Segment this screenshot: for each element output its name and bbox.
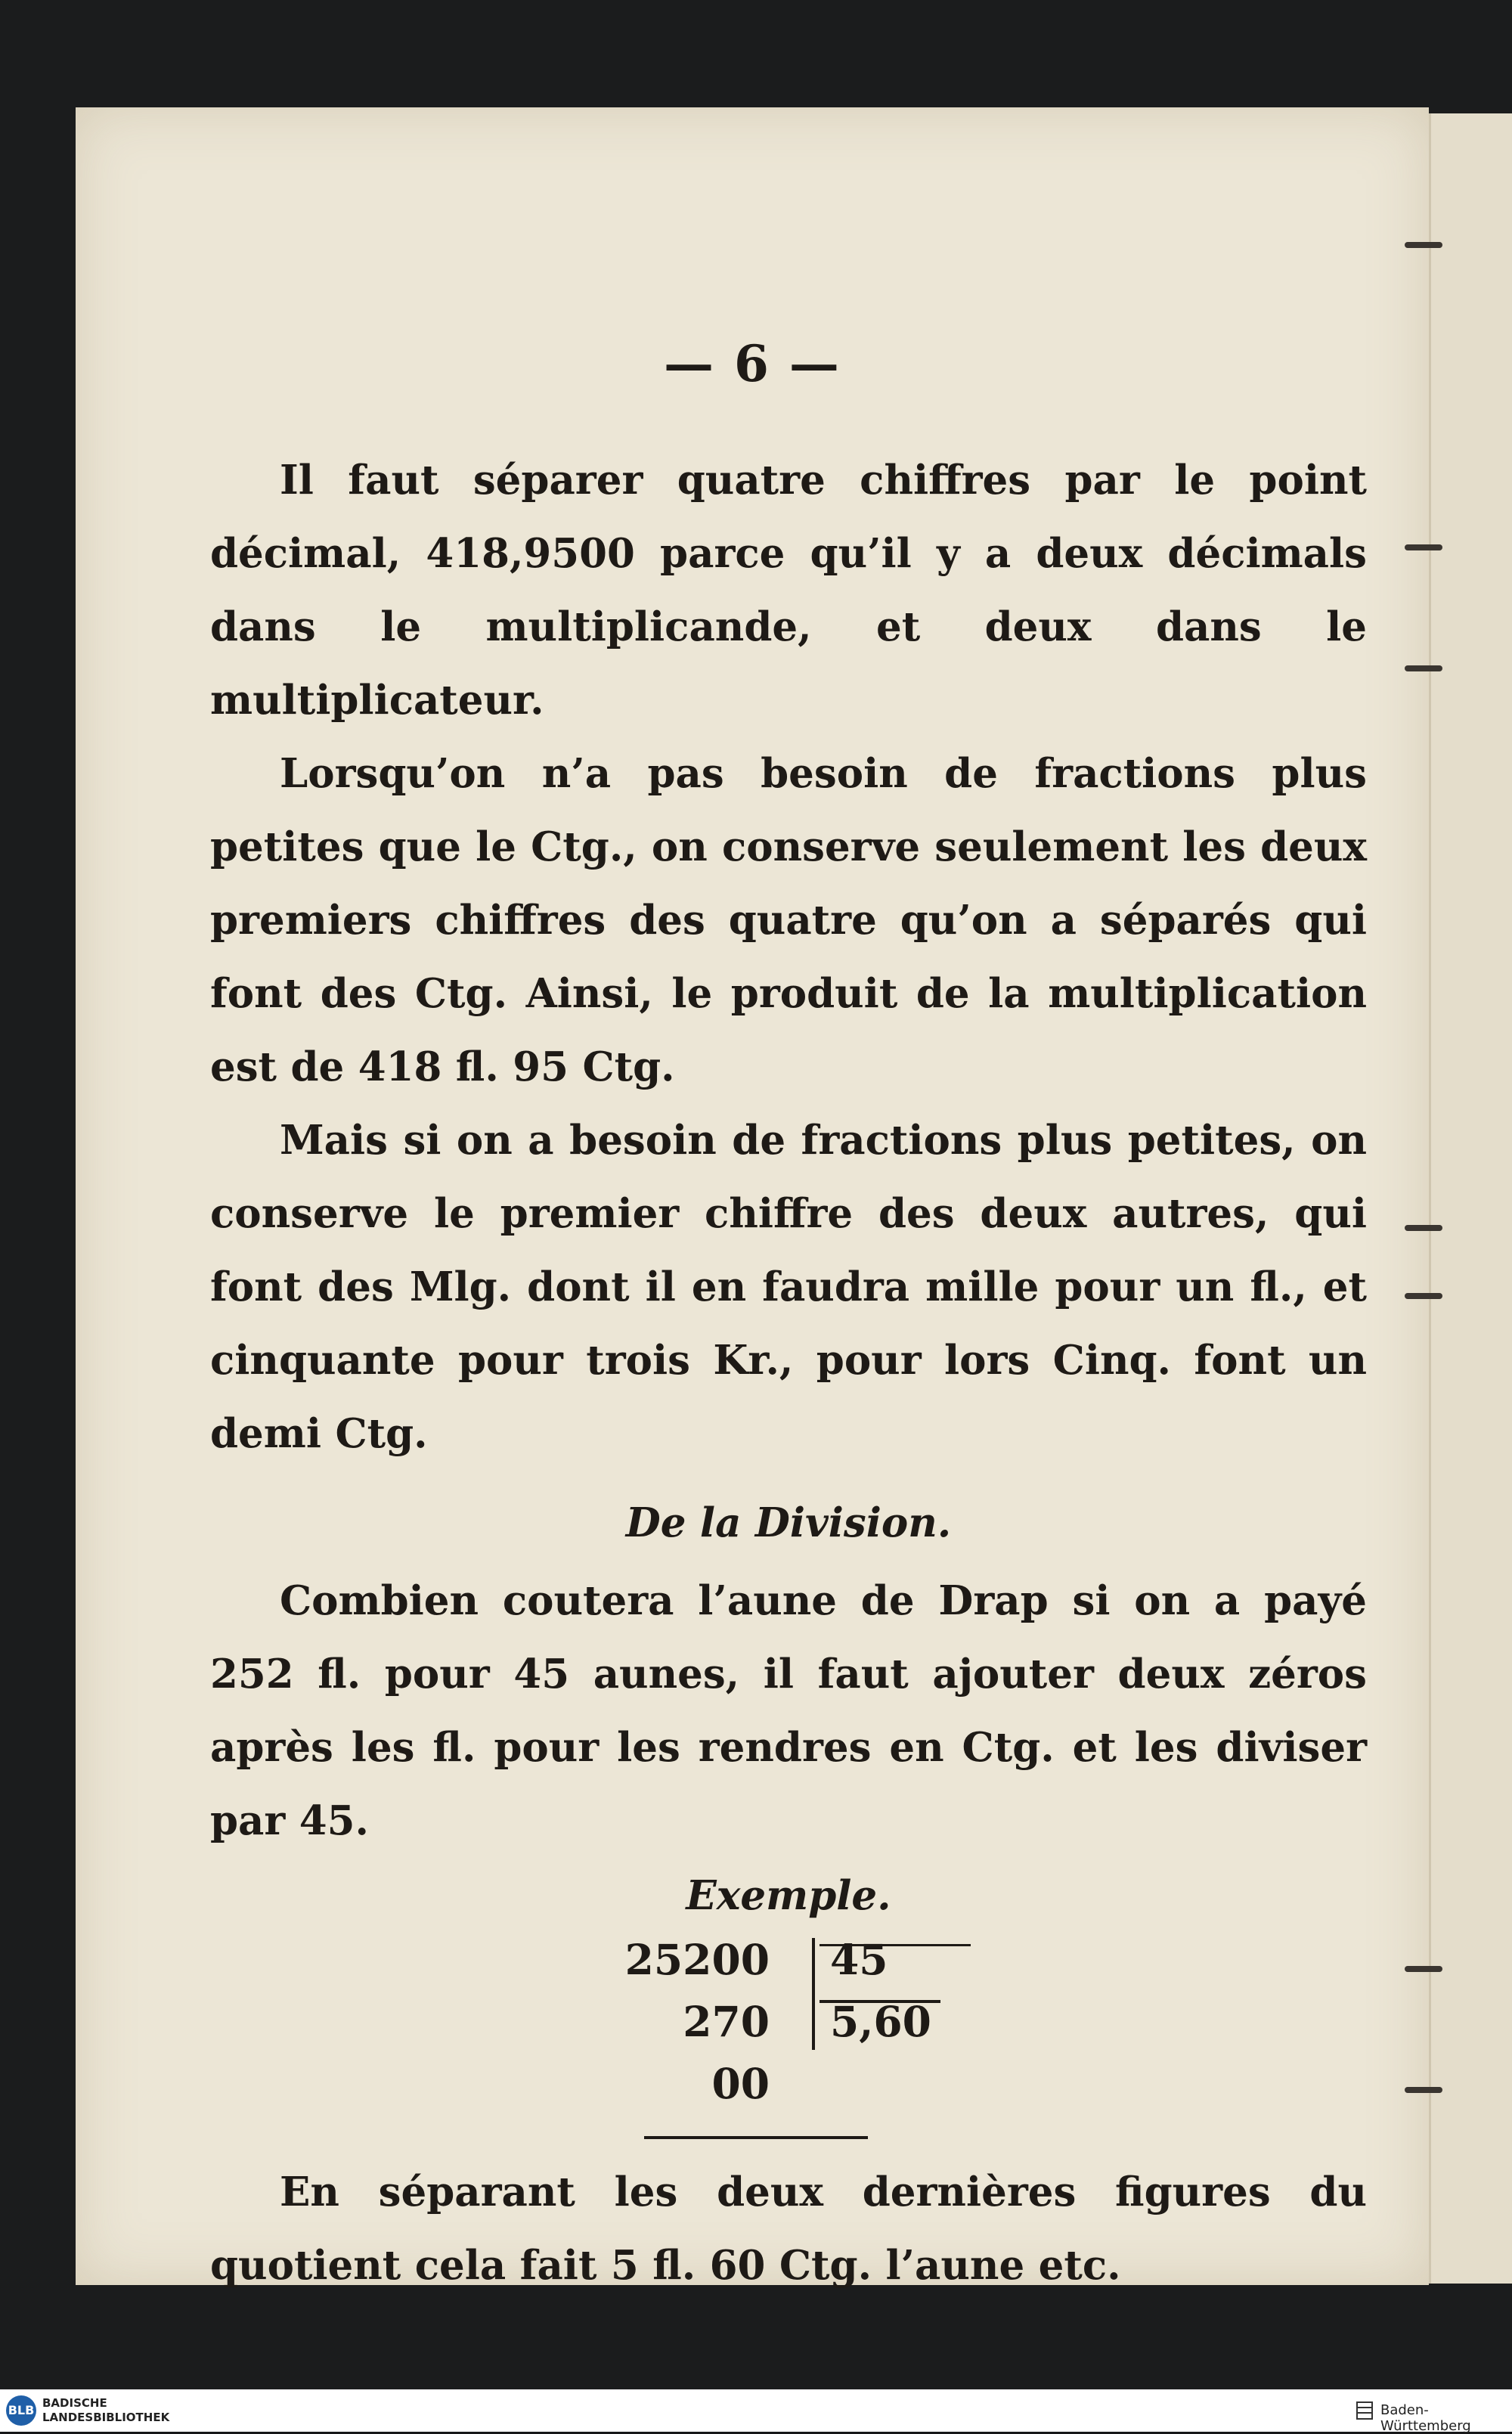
binding-stitch bbox=[1405, 1966, 1442, 1972]
binding-stitch bbox=[1405, 2087, 1442, 2093]
paragraph-result: En séparant les deux dernières figures du quotient cela fait 5 fl. 60 Ctg. l’aune etc. bbox=[210, 2169, 1367, 2289]
heading-division: De la Division. bbox=[625, 1499, 952, 1546]
binding-stitch bbox=[1405, 1225, 1442, 1231]
page-number: — 6 — bbox=[664, 334, 841, 393]
book-page bbox=[76, 107, 1429, 2289]
remainder-2: 00 bbox=[711, 2059, 770, 2108]
binding-stitch bbox=[1405, 1293, 1442, 1299]
binding-stitch bbox=[1405, 665, 1442, 671]
quotient: 5,60 bbox=[830, 1997, 931, 2046]
library-name-line-2: LANDESBIBLIOTHEK bbox=[42, 2411, 170, 2424]
baden-wuerttemberg-crest-icon bbox=[1355, 2400, 1374, 2421]
heading-example: Exemple. bbox=[686, 1872, 891, 1919]
paragraph-centimes: Lorsqu’on n’a pas besoin de fractions plus petites que le Ctg., on conserve seulement les deux premiers chiffres des quatre qu’on a séparés qui font des Ctg. Ainsi, le produit de la multiplication est de 418 fl. 95 Ctg. bbox=[210, 750, 1367, 1090]
library-name-line-1: BADISCHE bbox=[42, 2396, 107, 2410]
paragraph-millimes: Mais si on a besoin de fractions plus petites, on conserve le premier chiffre des deux autres, qui font des Mlg. dont il en faudra mille pour un fl., et cinquante pour trois Kr., pour lors Cinq. font un demi Ctg. bbox=[210, 1117, 1367, 1457]
binding-stitch bbox=[1405, 242, 1442, 248]
dividend: 25200 bbox=[624, 1935, 770, 1984]
adjacent-page-edge bbox=[1429, 113, 1512, 2284]
state-name: Baden-Württemberg bbox=[1380, 2402, 1471, 2434]
long-division bbox=[210, 1929, 1367, 2156]
end-rule bbox=[644, 2136, 868, 2139]
footer-bar bbox=[0, 2389, 1512, 2432]
library-name bbox=[42, 2396, 169, 2425]
remainder-1: 270 bbox=[683, 1997, 770, 2046]
paragraph-decimal-point: Il faut séparer quatre chiffres par le point décimal, 418,9500 parce qu’il y a deux décimals dans le multiplicande, et deux dans le multiplicateur. bbox=[210, 457, 1367, 724]
binding-stitch bbox=[1405, 544, 1442, 550]
division-right-column bbox=[830, 1929, 931, 2053]
divisor: 45 bbox=[830, 1935, 888, 1984]
page-content bbox=[210, 444, 1367, 2302]
division-left-column bbox=[625, 1929, 770, 2115]
division-bar bbox=[812, 1938, 815, 2050]
paragraph-division-problem: Combien coutera l’aune de Drap si on a payé 252 fl. pour 45 aunes, il faut ajouter deux zéros après les fl. pour les rendres en Ctg. et les diviser par 45. bbox=[210, 1577, 1367, 1844]
blb-logo-icon: BLB bbox=[6, 2395, 36, 2426]
